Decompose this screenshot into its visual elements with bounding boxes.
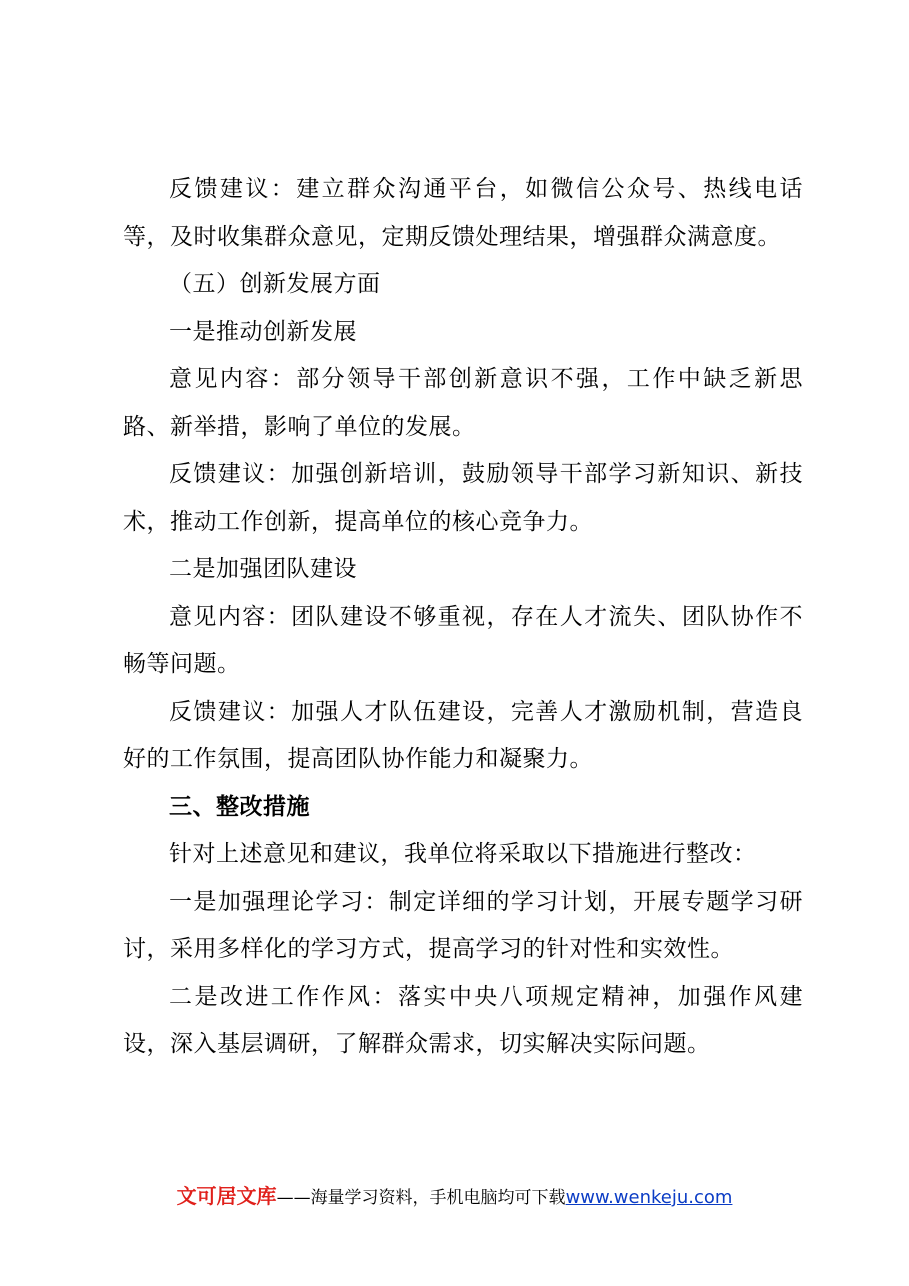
footer-website-link[interactable]: www.wenkeju.com (565, 1187, 733, 1208)
paragraph-measure-theory-study: 一是加强理论学习：制定详细的学习计划，开展专题学习研讨，采用多样化的学习方式，提高学习的针对性和实效性。 (123, 888, 803, 962)
paragraph-feedback-team: 反馈建议：加强人才队伍建设，完善人才激励机制，营造良好的工作氛围，提高团队协作能力和凝聚力。 (123, 698, 803, 772)
paragraph-feedback-communication: 反馈建议：建立群众沟通平台，如微信公众号、热线电话等，及时收集群众意见，定期反馈处理结果，增强群众满意度。 (123, 176, 803, 250)
subheading-promote-innovation: 一是推动创新发展 (169, 318, 357, 345)
footer-brand-name: 文可居文库 (176, 1184, 277, 1208)
paragraph-rectification-intro: 针对上述意见和建议，我单位将采取以下措施进行整改： (169, 841, 757, 867)
section-heading-rectification: 三、整改措施 (169, 793, 310, 820)
document-body (123, 166, 803, 1069)
paragraph-measure-work-style: 二是改进工作作风：落实中央八项规定精神，加强作风建设，深入基层调研，了解群众需求，切实解决实际问题。 (123, 983, 803, 1057)
paragraph-opinion-innovation: 意见内容：部分领导干部创新意识不强，工作中缺乏新思路、新举措，影响了单位的发展。 (123, 366, 803, 440)
paragraph-opinion-team: 意见内容：团队建设不够重视，存在人才流失、团队协作不畅等问题。 (123, 603, 803, 677)
paragraph-feedback-innovation: 反馈建议：加强创新培训，鼓励领导干部学习新知识、新技术，推动工作创新，提高单位的核心竞争力。 (123, 461, 803, 535)
footer-description: ——海量学习资料，手机电脑均可下载 (276, 1188, 566, 1208)
subheading-team-building: 二是加强团队建设 (169, 556, 357, 582)
footer-banner (0, 1180, 909, 1214)
section-heading-innovation: （五）创新发展方面 (169, 271, 381, 297)
